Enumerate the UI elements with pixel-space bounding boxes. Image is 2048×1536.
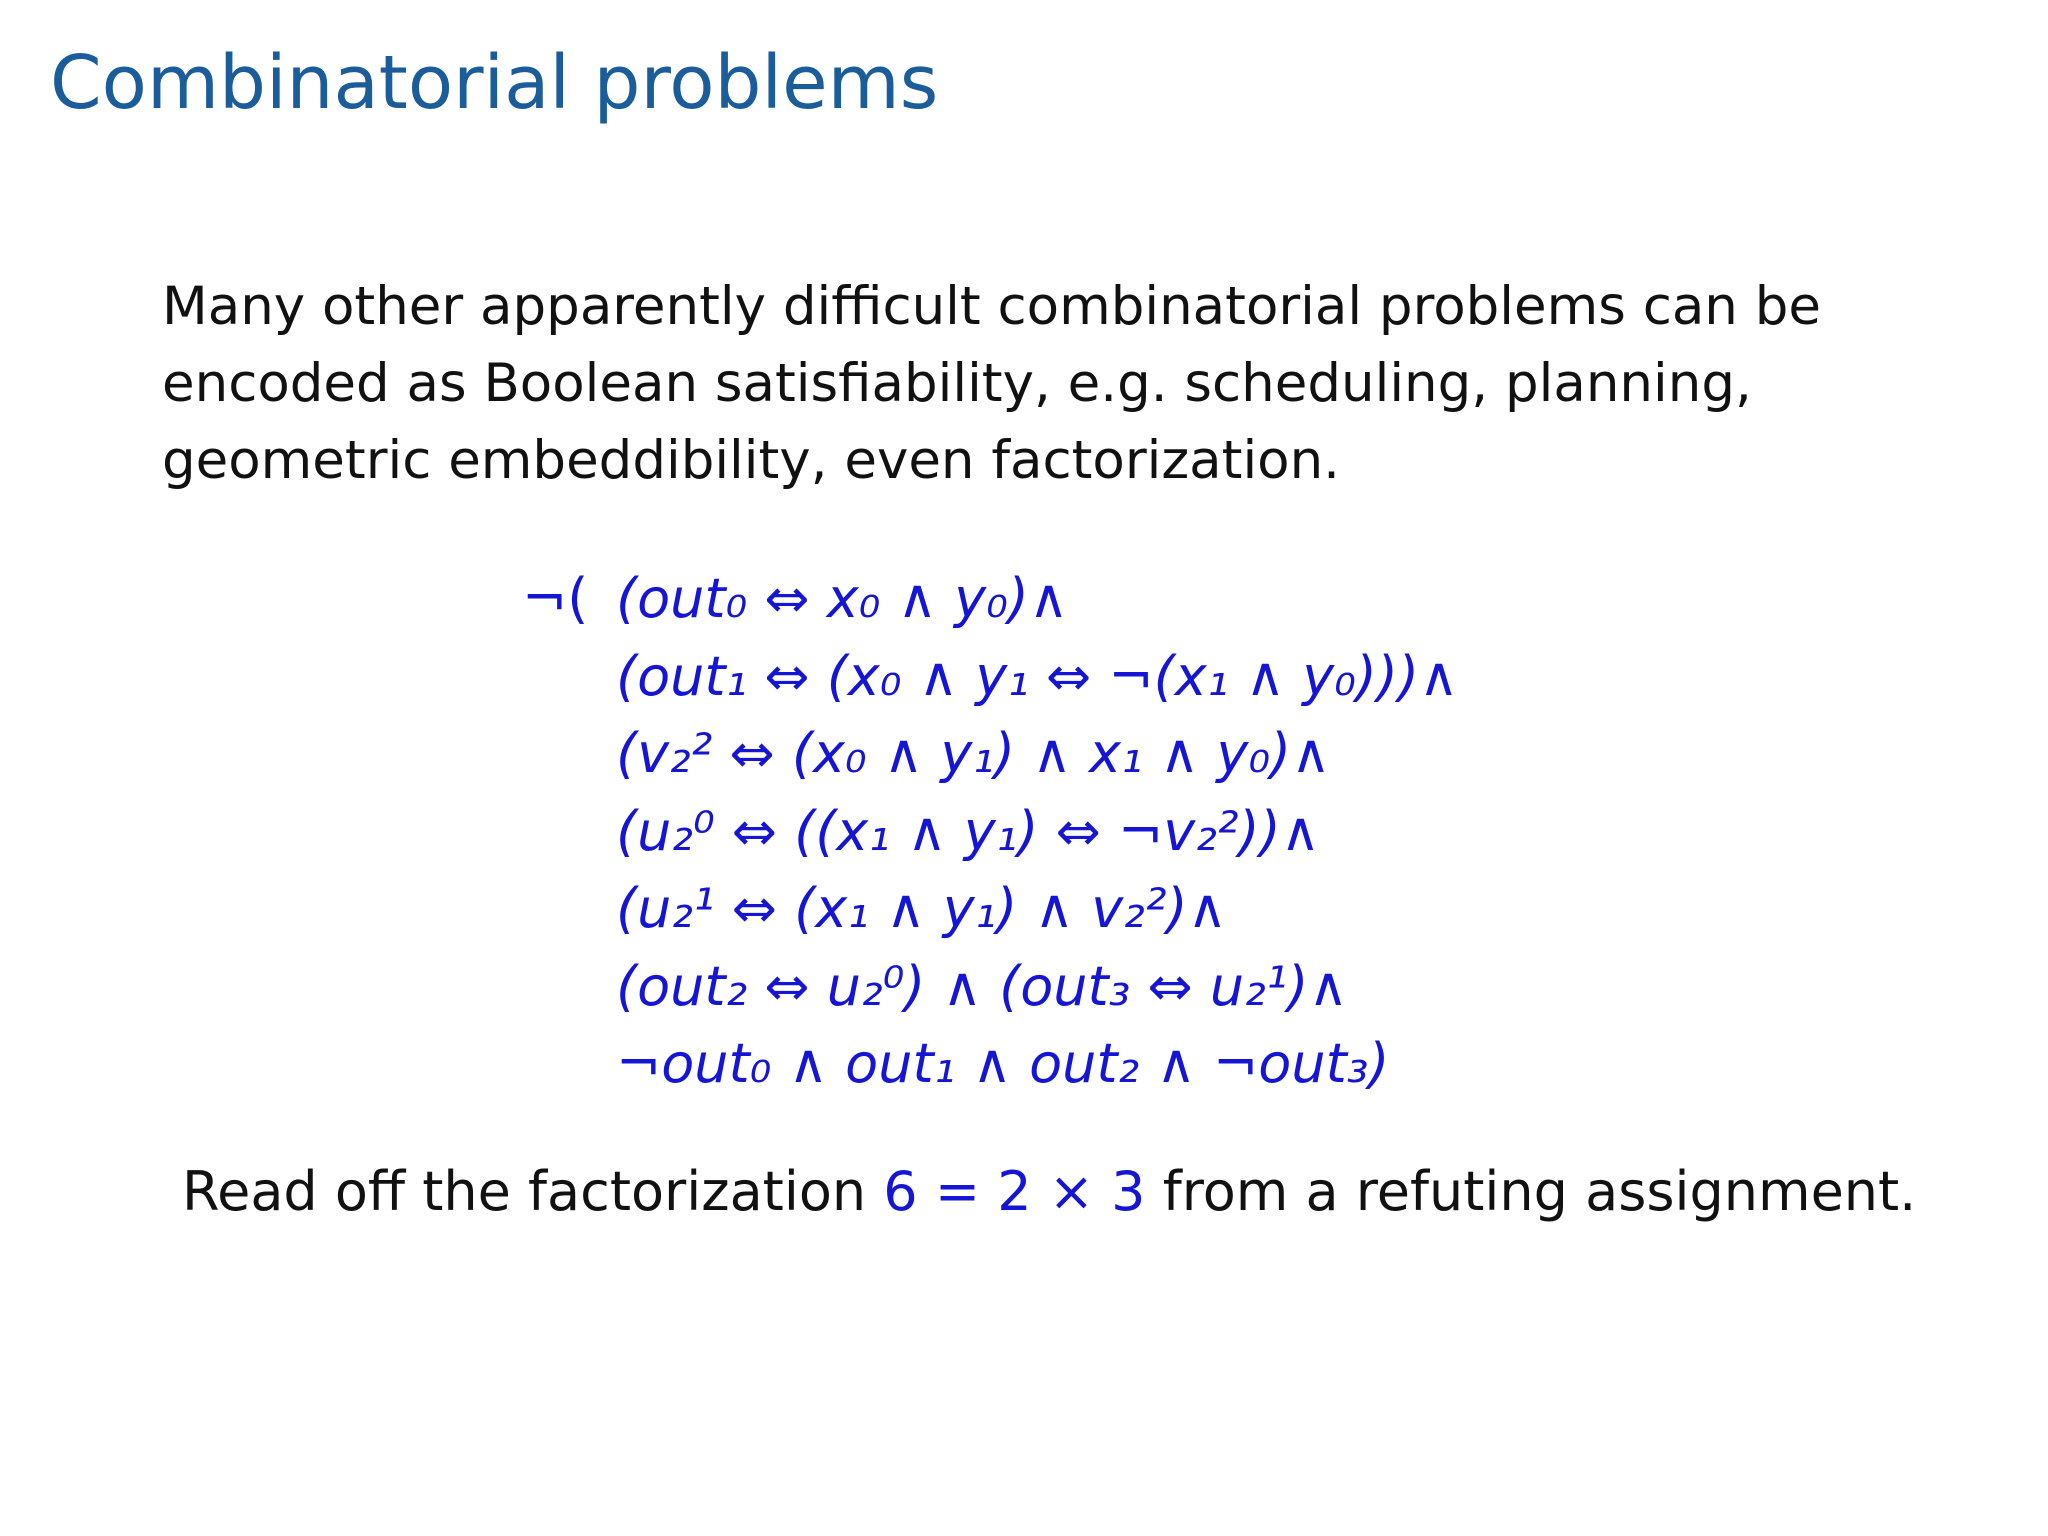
formula-line-text: (u₂¹ ⇔ (x₁ ∧ y₁) ∧ v₂²)∧ [616, 877, 1228, 940]
paragraph-line: encoded as Boolean satisfiability, e.g. scheduling, planning, [162, 353, 1752, 414]
slide-title: Combinatorial problems [50, 40, 939, 126]
conclusion-text-after: from a refuting assignment. [1145, 1160, 1917, 1223]
conclusion-sentence [182, 1160, 1916, 1223]
formula-line-text: (out₂ ⇔ u₂⁰) ∧ (out₃ ⇔ u₂¹)∧ [616, 954, 1349, 1018]
formula-line-text: (out₀ ⇔ x₀ ∧ y₀)∧ [616, 567, 1069, 630]
conclusion-text-before: Read off the factorization [182, 1160, 884, 1223]
formula-line-text: (u₂⁰ ⇔ ((x₁ ∧ y₁) ⇔ ¬v₂²))∧ [616, 799, 1321, 863]
formula-line-text: (v₂² ⇔ (x₀ ∧ y₁) ∧ x₁ ∧ y₀)∧ [616, 722, 1331, 785]
body-paragraph [162, 268, 1962, 499]
paragraph-line: geometric embeddibility, even factorization. [162, 430, 1341, 491]
conclusion-math: 6 = 2 × 3 [883, 1160, 1146, 1223]
paragraph-line: Many other apparently difficult combinatorial problems can be [162, 276, 1821, 337]
formula-negation-open: ¬( [522, 567, 589, 630]
formula-line-text: (out₁ ⇔ (x₀ ∧ y₁ ⇔ ¬(x₁ ∧ y₀)))∧ [616, 644, 1459, 708]
formula-line-text: ¬out₀ ∧ out₁ ∧ out₂ ∧ ¬out₃) [616, 1032, 1390, 1095]
